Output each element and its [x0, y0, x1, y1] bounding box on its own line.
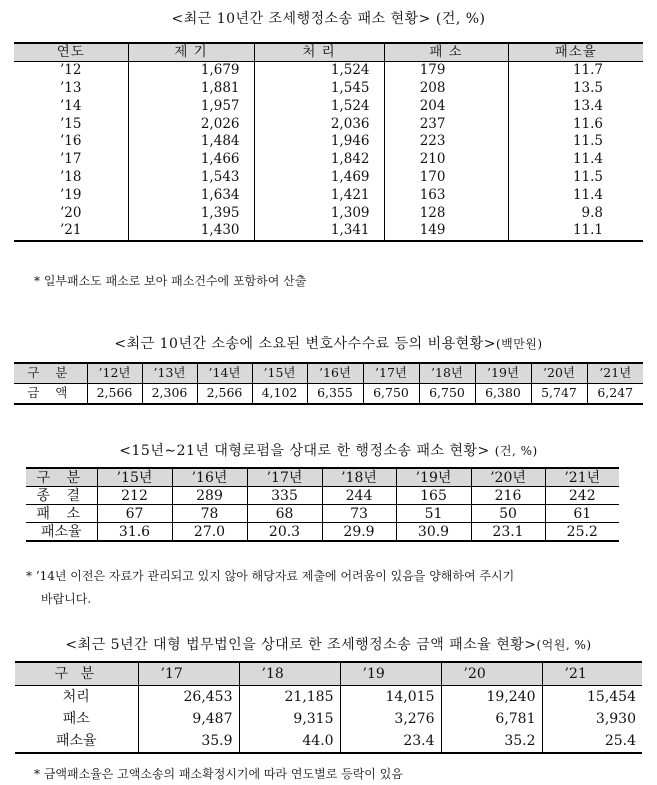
table-cell: 1,634 [128, 187, 254, 205]
table-cell: 208 [384, 80, 508, 98]
table-cell: 31.6 [97, 523, 172, 542]
table-cell: 13.5 [508, 80, 643, 98]
table-cell: 2,306 [142, 384, 197, 405]
column-header: ’13년 [142, 363, 197, 384]
table-row [15, 708, 642, 730]
section3-unit: (건, %) [494, 444, 538, 458]
table-cell: 11.4 [508, 187, 643, 205]
column-header: ’18년 [322, 468, 396, 487]
column-header: ’19 [340, 662, 441, 686]
table-cell: 223 [384, 133, 508, 151]
column-header: 제 기 [128, 43, 254, 62]
table-cell: 212 [97, 487, 172, 505]
table-cell: 11.7 [508, 62, 643, 80]
lawfirm-loss-table [26, 467, 619, 542]
section4-title: <최근 5년간 대형 법무법인을 상대로 한 조세행정소송 금액 패소율 현황> [65, 637, 537, 653]
table-cell: 149 [384, 222, 508, 241]
table-cell: 1,466 [128, 151, 254, 169]
row-label: ’13 [60, 79, 82, 96]
table-cell: 1,679 [128, 62, 254, 80]
table-row [14, 62, 643, 80]
table-cell: 165 [396, 487, 471, 505]
column-header: ’15년 [252, 363, 307, 384]
row-label: ’18 [60, 168, 82, 185]
table-cell: 1,957 [128, 98, 254, 116]
row-label: 패소율 [55, 733, 97, 749]
table-cell: 11.1 [508, 222, 643, 241]
column-header: ’21년 [587, 363, 643, 384]
table-row [14, 169, 643, 187]
section1-title: <최근 10년간 조세행정소송 패소 현황> [171, 11, 431, 27]
table-cell: 6,355 [307, 384, 363, 405]
section1-title-row [0, 8, 657, 28]
table-cell: 9.8 [508, 204, 643, 222]
table-cell: 73 [322, 505, 396, 523]
table-cell: 11.5 [508, 133, 643, 151]
table-cell: 1,341 [254, 222, 384, 241]
row-label: 패소율 [40, 523, 82, 540]
column-header: ’19년 [396, 468, 471, 487]
table-cell: 6,750 [419, 384, 475, 405]
table-cell: 2,036 [254, 115, 384, 133]
table-row [26, 505, 619, 523]
table-cell: 1,842 [254, 151, 384, 169]
row-label: 패소 [62, 711, 90, 727]
table-cell: 23.1 [471, 523, 545, 542]
section1-note: * 일부패소도 패소로 보아 패소건수에 포함하여 산출 [34, 274, 307, 288]
table-row [14, 151, 643, 169]
row-label: ’21 [60, 222, 82, 239]
table-row [14, 222, 643, 241]
table-cell: 25.4 [542, 730, 642, 753]
section2-title: <최근 10년간 소송에 소요된 변호사수수료 등의 비용현황> [114, 336, 496, 352]
table-cell: 29.9 [322, 523, 396, 542]
table-row [14, 384, 643, 405]
section4-unit: (억원, %) [536, 638, 592, 652]
table-cell: 163 [384, 187, 508, 205]
table-cell: 9,315 [239, 708, 340, 730]
table-cell: 1,881 [128, 80, 254, 98]
legal-cost-table [14, 362, 643, 405]
table-cell: 30.9 [396, 523, 471, 542]
column-header: ’12년 [87, 363, 142, 384]
section4-note: * 금액패소율은 고액소송의 패소확정시기에 따라 연도별로 등락이 있음 [34, 767, 403, 781]
lawsuit-loss-table [14, 42, 643, 242]
row-label: 처리 [62, 689, 90, 705]
table-cell: 216 [471, 487, 545, 505]
table-cell: 242 [545, 487, 619, 505]
table-cell: 61 [545, 505, 619, 523]
table-header-row [14, 363, 643, 384]
column-header: 연도 [14, 43, 128, 62]
table-cell: 1,543 [128, 169, 254, 187]
section1-unit: (건, %) [435, 11, 486, 27]
column-header: ’16년 [172, 468, 247, 487]
table-cell: 6,247 [587, 384, 643, 405]
table-cell: 4,102 [252, 384, 307, 405]
table-cell: 244 [322, 487, 396, 505]
table-cell: 6,750 [363, 384, 419, 405]
section3-note-line2: 바랍니다. [41, 592, 92, 606]
table-cell: 35.2 [441, 730, 542, 753]
column-header: 패소율 [508, 43, 643, 62]
column-header: ’18년 [419, 363, 475, 384]
table-row [15, 686, 642, 709]
table-row [14, 80, 643, 98]
column-header: 패 소 [384, 43, 508, 62]
table-cell: 1,484 [128, 133, 254, 151]
row-label: 종 결 [26, 487, 97, 505]
column-header: ’20년 [471, 468, 545, 487]
table-cell: 68 [247, 505, 322, 523]
column-header: ’20년 [531, 363, 587, 384]
table-cell: 1,524 [254, 98, 384, 116]
table-cell: 1,946 [254, 133, 384, 151]
row-label: 패 소 [26, 505, 97, 523]
table-cell: 23.4 [340, 730, 441, 753]
table-cell: 67 [97, 505, 172, 523]
table-cell: 11.4 [508, 151, 643, 169]
table-row [26, 487, 619, 505]
row-label: ’12 [60, 62, 82, 79]
table-cell: 210 [384, 151, 508, 169]
row-label: ’17 [60, 151, 82, 168]
table-cell: 27.0 [172, 523, 247, 542]
table-cell: 170 [384, 169, 508, 187]
table-cell: 44.0 [239, 730, 340, 753]
row-label: ’15 [60, 115, 82, 132]
table-cell: 1,524 [254, 62, 384, 80]
column-header: ’21 [542, 662, 642, 686]
row-label: ’19 [60, 186, 82, 203]
section2-unit: (백만원) [495, 337, 543, 351]
amount-loss-table [15, 661, 642, 754]
section3-title-row [0, 440, 657, 460]
table-cell: 179 [384, 62, 508, 80]
section3-note-line1: * ’14년 이전은 자료가 관리되고 있지 않아 해당자료 제출에 어려움이 있음을 양해하여 주시기 [26, 569, 515, 583]
table-header-row [14, 43, 643, 62]
table-cell: 204 [384, 98, 508, 116]
table-cell: 5,747 [531, 384, 587, 405]
table-row [14, 98, 643, 116]
row-label: ’16 [60, 133, 82, 150]
column-header: ’17 [138, 662, 239, 686]
table-cell: 1,469 [254, 169, 384, 187]
column-header: 처 리 [254, 43, 384, 62]
column-header: ’17년 [363, 363, 419, 384]
row-label: ’14 [60, 97, 82, 114]
table-cell: 11.6 [508, 115, 643, 133]
column-header: ’21년 [545, 468, 619, 487]
column-header: ’19년 [475, 363, 531, 384]
table-cell: 2,026 [128, 115, 254, 133]
table-cell: 128 [384, 204, 508, 222]
section3-title: <15년∼21년 대형로펌을 상대로 한 행정소송 패소 현황> [119, 443, 490, 459]
table-cell: 78 [172, 505, 247, 523]
table-cell: 13.4 [508, 98, 643, 116]
column-header: 구 분 [15, 662, 138, 686]
table-cell: 335 [247, 487, 322, 505]
table-cell: 20.3 [247, 523, 322, 542]
table-cell: 11.5 [508, 169, 643, 187]
table-cell: 289 [172, 487, 247, 505]
row-label: 금 액 [27, 385, 74, 401]
table-header-row [26, 468, 619, 487]
table-cell: 3,276 [340, 708, 441, 730]
column-header: ’16년 [307, 363, 363, 384]
table-cell: 9,487 [138, 708, 239, 730]
table-cell: 2,566 [87, 384, 142, 405]
table-cell: 51 [396, 505, 471, 523]
table-cell: 25.2 [545, 523, 619, 542]
table-row [14, 204, 643, 222]
column-header: 구 분 [26, 468, 97, 487]
table-row [26, 523, 619, 542]
column-header: ’20 [441, 662, 542, 686]
table-cell: 19,240 [441, 686, 542, 709]
table-cell: 1,421 [254, 187, 384, 205]
table-cell: 6,781 [441, 708, 542, 730]
column-header: ’14년 [197, 363, 252, 384]
table-cell: 26,453 [138, 686, 239, 709]
table-cell: 1,545 [254, 80, 384, 98]
column-header: ’18 [239, 662, 340, 686]
table-cell: 35.9 [138, 730, 239, 753]
table-cell: 1,395 [128, 204, 254, 222]
section2-title-row [0, 333, 657, 353]
table-row [14, 133, 643, 151]
row-label: ’20 [60, 204, 82, 221]
column-header: 구 분 [14, 363, 87, 384]
table-cell: 237 [384, 115, 508, 133]
table-row [15, 730, 642, 753]
table-row [14, 187, 643, 205]
table-cell: 14,015 [340, 686, 441, 709]
table-cell: 1,430 [128, 222, 254, 241]
table-cell: 50 [471, 505, 545, 523]
table-cell: 6,380 [475, 384, 531, 405]
table-cell: 1,309 [254, 204, 384, 222]
table-row [14, 115, 643, 133]
table-cell: 21,185 [239, 686, 340, 709]
table-cell: 15,454 [542, 686, 642, 709]
section4-title-row [0, 634, 657, 654]
table-header-row [15, 662, 642, 686]
table-cell: 2,566 [197, 384, 252, 405]
column-header: ’15년 [97, 468, 172, 487]
column-header: ’17년 [247, 468, 322, 487]
table-cell: 3,930 [542, 708, 642, 730]
